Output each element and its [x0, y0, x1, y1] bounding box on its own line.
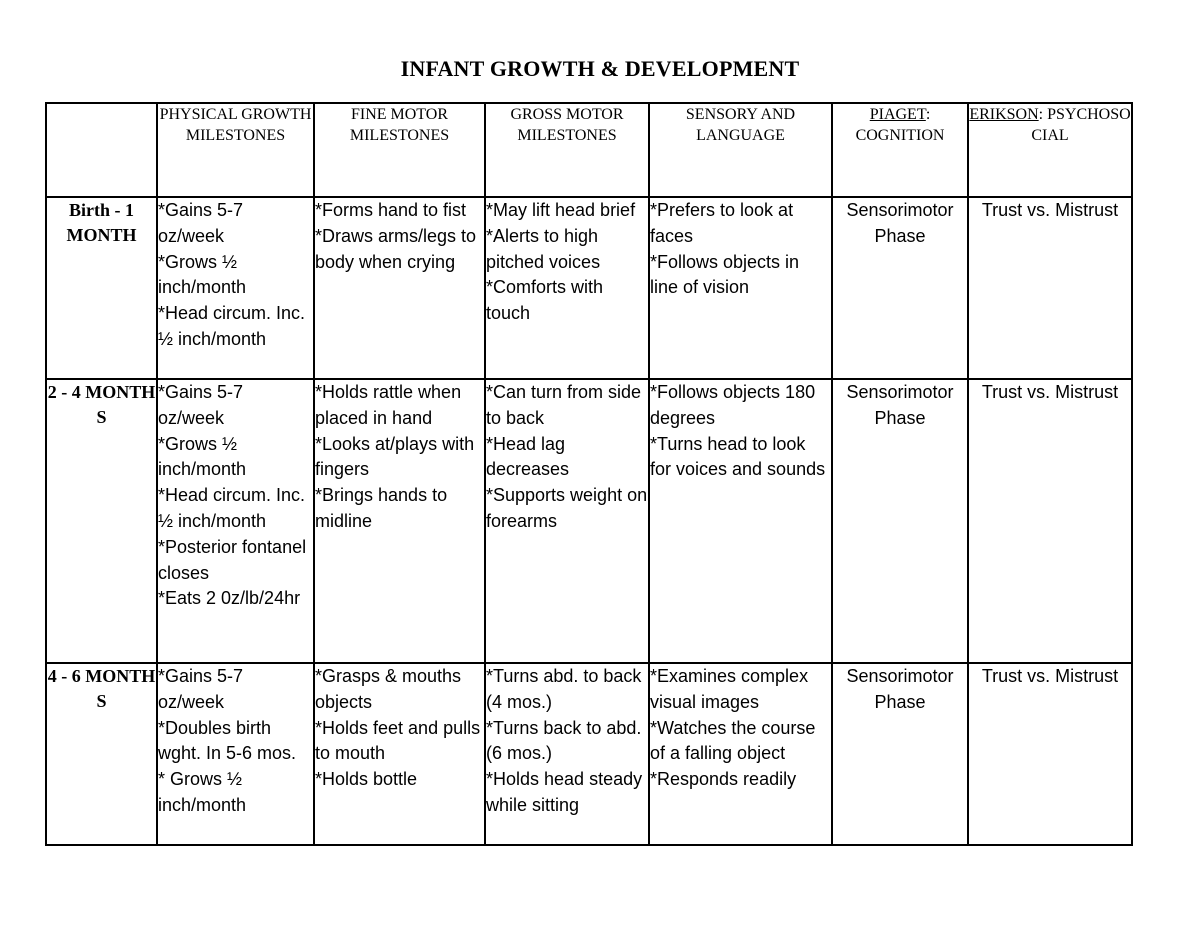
erikson-rest: : PSYCHOSOCIAL — [1031, 106, 1131, 144]
list-item: *Brings hands to midline — [315, 485, 448, 531]
erikson-cell: Trust vs. Mistrust — [968, 663, 1132, 845]
gross-motor-cell — [485, 197, 649, 379]
physical-cell — [157, 379, 314, 663]
fine-motor-cell — [314, 663, 485, 845]
list-item: *Holds bottle — [315, 769, 418, 790]
age-label: 2 - 4 MONTHS — [46, 379, 157, 663]
piaget-cell: Sensorimotor Phase — [832, 379, 968, 663]
header-erikson-psychosocial — [968, 103, 1132, 197]
erikson-cell: Trust vs. Mistrust — [968, 379, 1132, 663]
piaget-cell: Sensorimotor Phase — [832, 197, 968, 379]
piaget-cell: Sensorimotor Phase — [832, 663, 968, 845]
list-item: *Doubles birth wght. In 5-6 mos. — [158, 717, 297, 764]
list-item: * Grows ½ inch/month — [158, 769, 247, 815]
list-item: *Gains 5-7 oz/week — [158, 382, 244, 428]
physical-cell — [157, 197, 314, 379]
physical-cell — [157, 663, 314, 845]
list-item: *Follows objects in line of vision — [650, 251, 800, 298]
list-item: *Forms hand to fist — [315, 200, 467, 220]
header-fine-motor: FINE MOTOR MILESTONES — [314, 103, 485, 197]
list-item: *Holds head steady while sitting — [486, 769, 643, 815]
list-item: *Gains 5-7 oz/week — [158, 666, 244, 712]
header-piaget-cognition — [832, 103, 968, 197]
piaget-name: PIAGET — [869, 106, 926, 123]
list-item: *Grasps & mouths objects — [315, 666, 462, 712]
list-item: *Comforts with touch — [486, 277, 604, 324]
list-item: *Grows ½ inch/month — [158, 433, 247, 480]
list-item: *Prefers to look at faces — [650, 200, 794, 246]
sensory-language-cell — [649, 197, 832, 379]
list-item: *Holds rattle when placed in hand — [315, 382, 462, 428]
header-row — [46, 103, 1132, 197]
table-row — [46, 663, 1132, 845]
header-age-blank — [46, 103, 157, 197]
development-table — [45, 102, 1133, 846]
table-row — [46, 379, 1132, 663]
list-item: *Alerts to high pitched voices — [486, 225, 601, 272]
list-item: *Draws arms/legs to body when crying — [315, 225, 477, 272]
sensory-language-cell — [649, 379, 832, 663]
list-item: *Posterior fontanel closes — [158, 536, 307, 583]
header-gross-motor: GROSS MOTOR MILESTONES — [485, 103, 649, 197]
age-label: Birth - 1 MONTH — [46, 197, 157, 379]
list-item: *Supports weight on forearms — [486, 485, 648, 531]
list-item: *Turns head to look for voices and sounds — [650, 433, 826, 480]
fine-motor-cell — [314, 197, 485, 379]
list-item: *Looks at/plays with fingers — [315, 433, 475, 480]
piaget-rest: : COGNITION — [855, 106, 945, 144]
list-item: *Turns abd. to back (4 mos.) — [486, 666, 642, 712]
list-item: *Head circum. Inc. ½ inch/month — [158, 485, 306, 531]
age-label: 4 - 6 MONTHS — [46, 663, 157, 845]
gross-motor-cell — [485, 663, 649, 845]
list-item: *Turns back to abd. (6 mos.) — [486, 717, 642, 764]
gross-motor-cell — [485, 379, 649, 663]
list-item: *Grows ½ inch/month — [158, 251, 247, 298]
erikson-name: ERIKSON — [969, 106, 1039, 123]
sensory-language-cell — [649, 663, 832, 845]
list-item: *Head circum. Inc. ½ inch/month — [158, 303, 306, 349]
list-item: *Head lag decreases — [486, 433, 570, 480]
list-item: *Follows objects 180 degrees — [650, 382, 816, 428]
header-sensory-language: SENSORY AND LANGUAGE — [649, 103, 832, 197]
list-item: *Holds feet and pulls to mouth — [315, 717, 481, 764]
header-physical-growth: PHYSICAL GROWTH MILESTONES — [157, 103, 314, 197]
list-item: *Eats 2 0z/lb/24hr — [158, 588, 301, 609]
erikson-cell: Trust vs. Mistrust — [968, 197, 1132, 379]
list-item: *Examines complex visual images — [650, 666, 809, 712]
list-item: *May lift head brief — [486, 200, 636, 220]
fine-motor-cell — [314, 379, 485, 663]
list-item: *Watches the course of a falling object — [650, 717, 816, 764]
table-row — [46, 197, 1132, 379]
list-item: *Gains 5-7 oz/week — [158, 200, 244, 246]
list-item: *Responds readily — [650, 769, 797, 790]
list-item: *Can turn from side to back — [486, 382, 642, 428]
page-title: INFANT GROWTH & DEVELOPMENT — [400, 56, 800, 81]
